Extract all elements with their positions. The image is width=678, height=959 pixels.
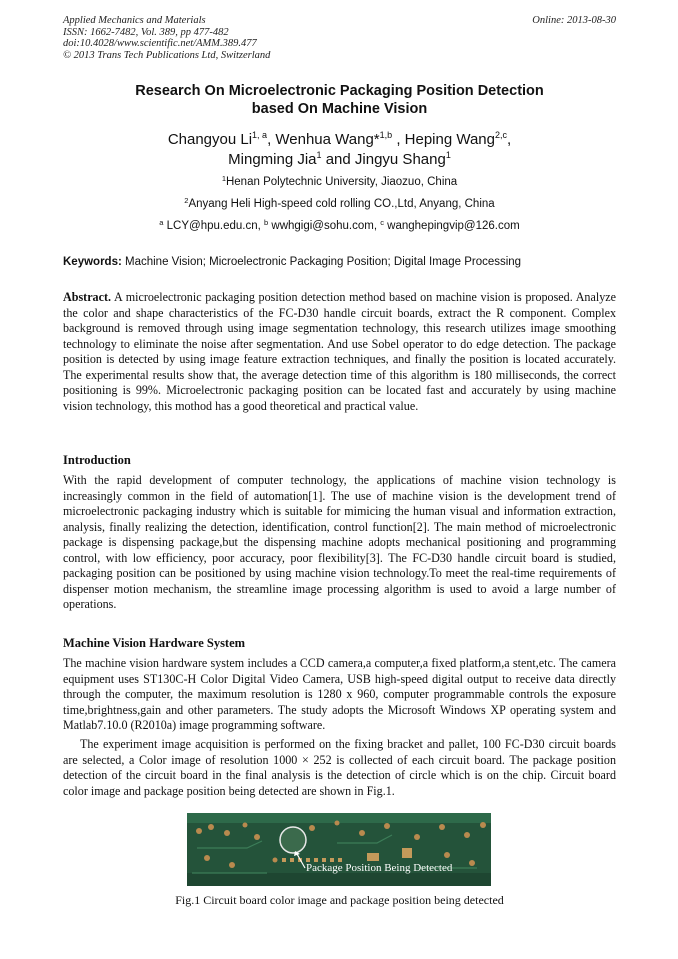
online-date: Online: 2013-08-30 (532, 15, 616, 26)
abstract-label: Abstract. (63, 290, 112, 304)
author-name: , Wenhua Wang* (267, 131, 380, 148)
section-heading-hardware: Machine Vision Hardware System (63, 636, 246, 650)
journal-copyright: © 2013 Trans Tech Publications Ltd, Switzerland (63, 49, 271, 61)
affiliation-superscript: 1 (221, 174, 226, 183)
affiliation-text: Henan Polytechnic University, Jiaozuo, China (225, 176, 458, 188)
affiliation-1 (63, 175, 616, 189)
paper-title (63, 82, 616, 118)
circuit-board-image (187, 813, 491, 886)
keywords-text: Machine Vision; Microelectronic Packaging Position; Digital Image Processing (121, 256, 522, 268)
author-superscript: 1 (316, 150, 322, 160)
author-superscript: 2,c (495, 130, 508, 140)
abstract-text: A microelectronic packaging position detection method based on machine vision is proposed. Analyze the color and shape characteristics of the FC-D30 handle circuit boards, extract the R component. Complex background is removed through using image segmentation technology, this research utilizes image smoothing technology to eliminate the noise after segmentation. And use Sobel operator to do edge detection. The package position is detected by using image feature extraction techniques, and finally the position is located accurately. The experimental results show that, the average detection time of this algorithm is 180 milliseconds, the correct positioning is 99%. Microelectronic packaging position can be located fast and accurately by using machine vision technology, this mothod has a good theoretical and practical value. (63, 290, 616, 413)
title-line-1: Research On Microelectronic Packaging Position Detection (135, 83, 544, 99)
hardware-text-2: The experiment image acquisition is performed on the fixing bracket and pallet, 100 FC-D30 circuit boards are selected, a Color image of resolution 1000 × 252 is collected of each circuit board. The package position detection of the circuit board in the final analysis is the detection of circle which is on the chip. Circuit board color image and package position being detected are shown in Fig.1. (63, 737, 616, 798)
figure-annotation-label: Package Position Being Detected (306, 862, 453, 874)
keywords-label: Keywords: (63, 256, 122, 268)
author-superscript: 1, a (252, 130, 268, 140)
author-superscript: 1,b (379, 130, 393, 140)
abstract (63, 290, 616, 414)
journal-issn: ISSN: 1662-7482, Vol. 389, pp 477-482 (63, 26, 229, 38)
affiliation-2 (63, 197, 616, 211)
journal-info (63, 15, 270, 61)
email-superscript: c (380, 218, 384, 227)
author-name: , Heping Wang (392, 131, 495, 148)
keywords (63, 255, 616, 269)
email-a: LCY@hpu.edu.cn, (163, 220, 265, 232)
journal-header (63, 15, 616, 61)
author-list (63, 130, 616, 170)
journal-doi: doi:10.4028/www.scientific.net/AMM.389.477 (63, 38, 257, 49)
author-emails (63, 219, 616, 233)
journal-name: Applied Mechanics and Materials (63, 15, 206, 26)
hardware-text-1: The machine vision hardware system includes a CCD camera,a computer,a fixed platform,a stent,etc. The camera equipment uses ST130C-H Color Digital Video Camera, USB high-speed digital output to receive data directly through the computer, the maximum resolution is 1280 x 960, computer programmable controls the exposure time,brightness,gain and other parameters. The study adopts the Microsoft Windows XP operating system and Matlab7.10.0 (R2010a) image programming software. (63, 656, 616, 732)
title-line-2: based On Machine Vision (251, 101, 428, 117)
affiliation-superscript: 2 (184, 196, 189, 205)
affiliation-text: Anyang Heli High-speed cold rolling CO.,Ltd, Anyang, China (188, 198, 495, 210)
section-heading-introduction: Introduction (63, 453, 131, 467)
author-line-1 (63, 130, 616, 150)
figure-caption: Fig.1 Circuit board color image and package position being detected (175, 893, 504, 907)
email-b: wwhgigi@sohu.com, (268, 220, 381, 232)
author-name: Changyou Li (167, 131, 253, 148)
email-c: wanghepingvip@126.com (383, 220, 520, 232)
author-superscript: 1 (445, 150, 451, 160)
author-separator: , (507, 131, 512, 148)
author-line-2 (63, 150, 616, 170)
email-superscript: a (159, 218, 164, 227)
email-superscript: b (264, 218, 269, 227)
author-name: Mingming Jia (228, 151, 317, 168)
introduction-text: With the rapid development of computer technology, the applications of machine vision technology is increasingly common in the field of automation[1]. The use of machine vision is the development trend of microelectronic packaging industry which is suitable for mimicing the human visual and information extraction, analysis, finally realizing the detection, identification, control function[2]. The main method of microelectronic package is dispensing package,but the dispensing machine adopts mechanical positioning and programming control, with low efficiency, poor accuracy, poor flexibility[3]. The FC-D30 handle circuit board is studied, packaging position can be positioned by using machine vision technology.To meet the real-time requirements of dispenser motion mechanism, the streamline image processing algorithm is used to avoid a large number of operations. (63, 473, 616, 611)
author-name: and Jingyu Shang (321, 151, 446, 168)
circuit-board-drawing (187, 813, 491, 886)
